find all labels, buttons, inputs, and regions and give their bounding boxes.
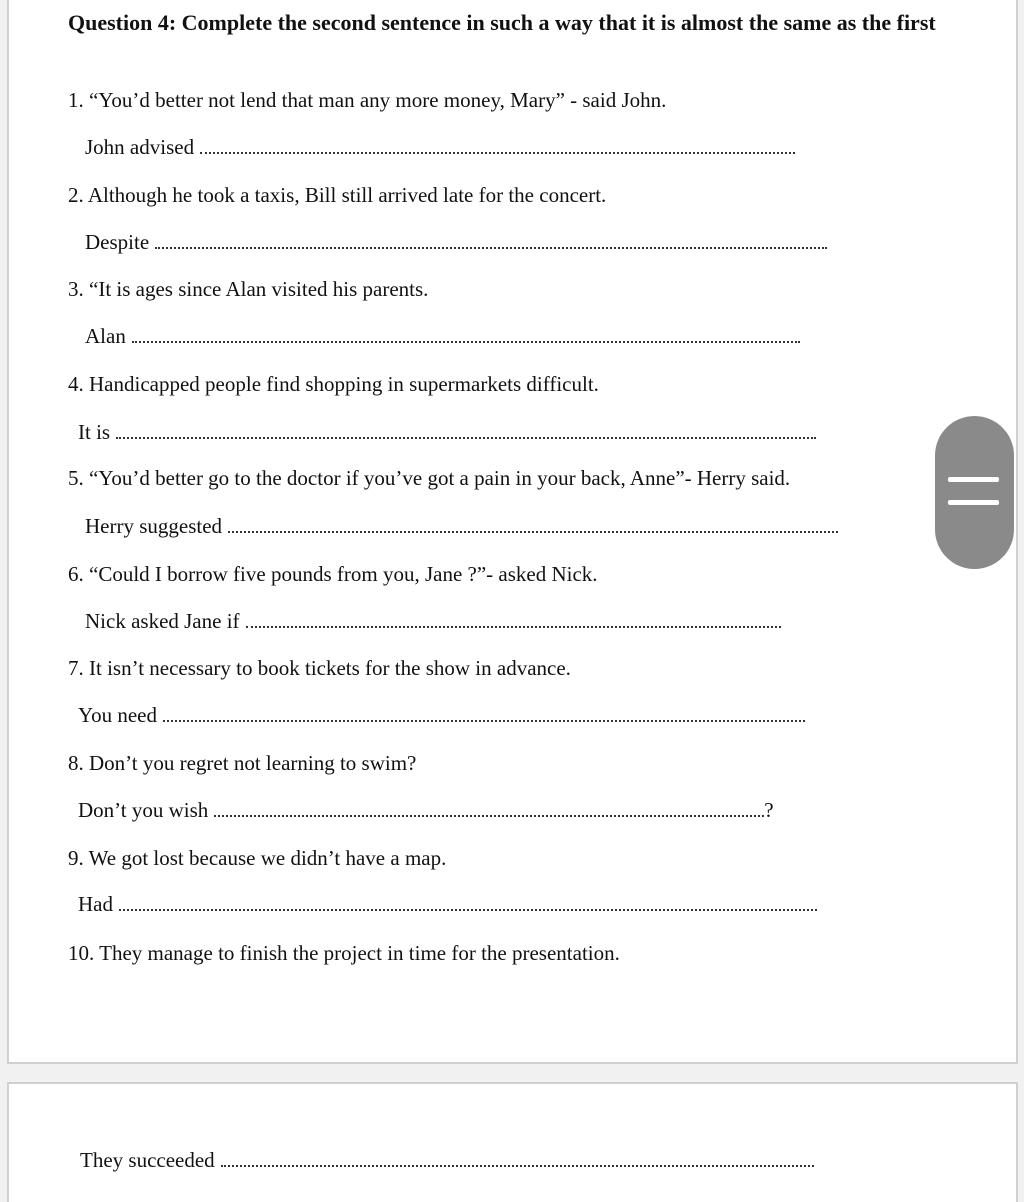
question-3-answer-line: [85, 323, 800, 349]
answer-dotted-line: [246, 626, 781, 628]
question-10-answer-start: They succeeded: [80, 1148, 215, 1172]
question-10-prompt: 10. They manage to finish the project in time for the presentation.: [68, 941, 620, 965]
question-1-prompt: 1. “You’d better not lend that man any more money, Mary” - said John.: [68, 88, 667, 112]
question-title: Question 4: Complete the second sentence in such a way that it is almost the same as the first: [68, 10, 936, 35]
question-1-answer-start: John advised: [85, 135, 195, 159]
question-5-answer-start: Herry suggested: [85, 514, 223, 538]
question-9-prompt: 9. We got lost because we didn’t have a map.: [68, 846, 447, 870]
question-4-answer-start: It is: [78, 420, 111, 444]
answer-dotted-line: [116, 437, 816, 439]
question-3-answer-start: Alan: [85, 324, 126, 348]
grip-line-icon: [948, 477, 999, 482]
question-7-prompt: 7. It isn’t necessary to book tickets for the show in advance.: [68, 656, 571, 680]
answer-dotted-line: [132, 341, 800, 343]
answer-dotted-line: [214, 815, 764, 817]
question-10-answer-line: [80, 1147, 814, 1173]
question-8-answer-start: Don’t you wish: [78, 798, 209, 822]
answer-dotted-line: [163, 720, 805, 722]
question-8-prompt: 8. Don’t you regret not learning to swim?: [68, 751, 417, 775]
question-2-prompt: 2. Although he took a taxis, Bill still arrived late for the concert.: [68, 183, 607, 207]
question-4-answer-line: [78, 419, 816, 445]
document-page-1: [7, 0, 1018, 1064]
question-3-prompt: 3. “It is ages since Alan visited his parents.: [68, 277, 429, 301]
answer-dotted-line: [155, 247, 827, 249]
question-5-answer-line: [85, 513, 838, 539]
scroll-handle[interactable]: [935, 416, 1014, 569]
question-4-prompt: 4. Handicapped people find shopping in supermarkets difficult.: [68, 372, 599, 396]
document-page-2: [7, 1082, 1018, 1202]
question-5-prompt: 5. “You’d better go to the doctor if you’ve got a pain in your back, Anne”- Herry said.: [68, 466, 791, 490]
question-7-answer-start: You need: [78, 703, 157, 727]
answer-dotted-line: [228, 531, 838, 533]
answer-dotted-line: [200, 152, 795, 154]
question-9-answer-start: Had: [78, 892, 113, 916]
question-6-prompt: 6. “Could I borrow five pounds from you, Jane ?”- asked Nick.: [68, 562, 598, 586]
answer-dotted-line: [119, 909, 817, 911]
question-2-answer-line: [85, 229, 827, 255]
question-9-answer-line: [78, 891, 817, 917]
question-8-answer-line: [78, 797, 774, 823]
question-2-answer-start: Despite: [85, 230, 150, 254]
question-1-answer-line: [85, 134, 795, 160]
question-8-answer-end: ?: [764, 798, 774, 822]
grip-line-icon: [948, 500, 999, 505]
question-6-answer-start: Nick asked Jane if: [85, 609, 240, 633]
question-6-answer-line: [85, 608, 781, 634]
answer-dotted-line: [221, 1165, 814, 1167]
question-7-answer-line: [78, 702, 805, 728]
